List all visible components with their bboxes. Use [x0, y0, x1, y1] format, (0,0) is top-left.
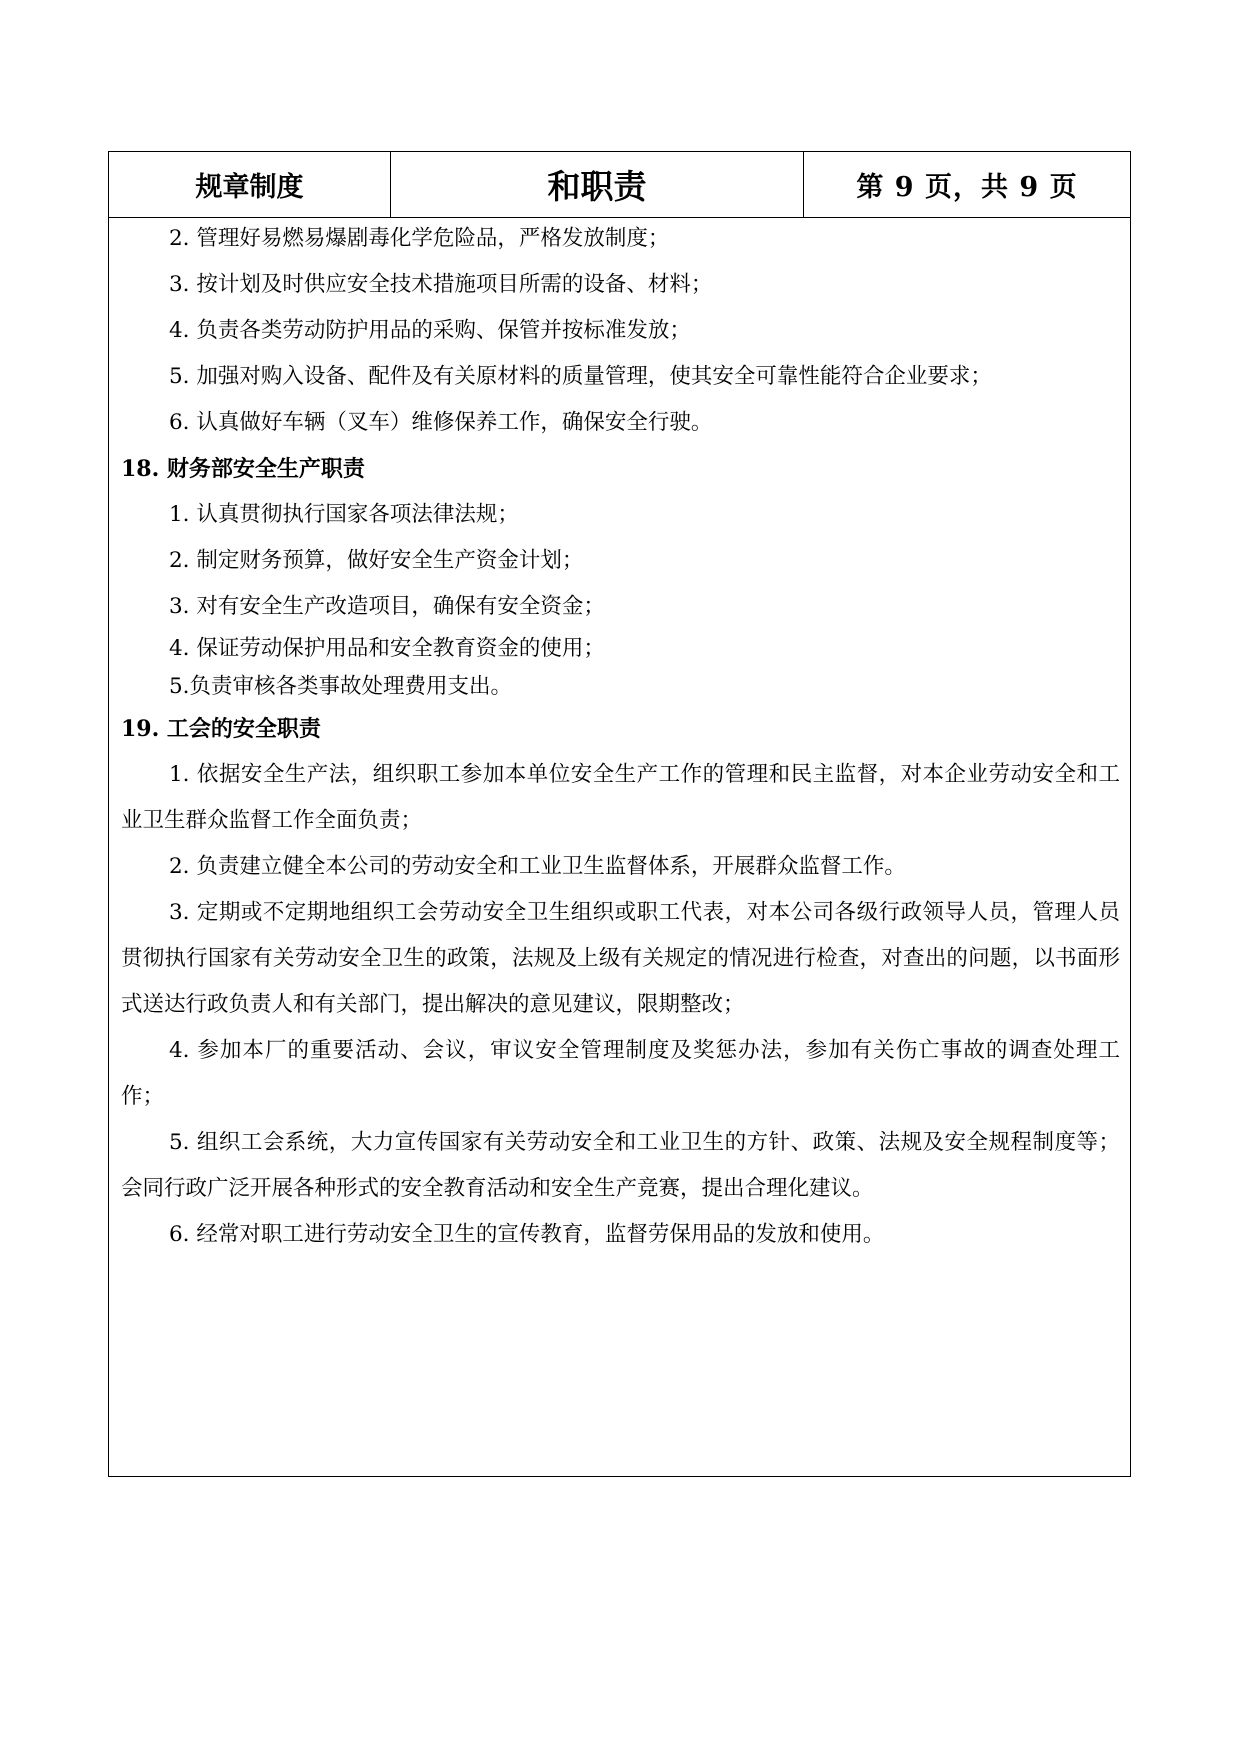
paragraph: 5. 组织工会系统，大力宣传国家有关劳动安全和工业卫生的方针、政策、法规及安全规程制度等；会同行政广泛开展各种形式的安全教育活动和安全生产竞赛，提出合理化建议。 [121, 1130, 1120, 1201]
paragraph: 3. 定期或不定期地组织工会劳动安全卫生组织或职工代表，对本公司各级行政领导人员，管理人员贯彻执行国家有关劳动安全卫生的政策，法规及上级有关规定的情况进行检查，对查出的问题，以书面形式送达行政负责人和有关部门，提出解决的意见建议，限期整改； [121, 900, 1120, 1017]
list-item: 2. 管理好易燃易爆剧毒化学危险品，严格发放制度； [169, 226, 670, 251]
section-heading-19: 19. 工会的安全职责 [121, 716, 321, 742]
header-title: 和职责 [391, 152, 804, 217]
paragraph: 4. 参加本厂的重要活动、会议，审议安全管理制度及奖惩办法，参加有关伤亡事故的调查处理工作； [121, 1038, 1120, 1109]
document-body [121, 216, 1120, 1258]
list-item: 4. 保证劳动保护用品和安全教育资金的使用； [169, 636, 605, 661]
header-category: 规章制度 [109, 152, 391, 217]
list-item: 5. 加强对购入设备、配件及有关原材料的质量管理，使其安全可靠性能符合企业要求； [169, 364, 992, 389]
list-item: 5.负责审核各类事故处理费用支出。 [169, 674, 513, 699]
list-item: 3. 按计划及时供应安全技术措施项目所需的设备、材料； [169, 272, 713, 297]
paragraph: 1. 依据安全生产法，组织职工参加本单位安全生产工作的管理和民主监督，对本企业劳动安全和工业卫生群众监督工作全面负责； [121, 762, 1120, 833]
header-page-number: 第 9 页，共 9 页 [856, 172, 1078, 203]
document-frame [108, 151, 1131, 1477]
paragraph: 2. 负责建立健全本公司的劳动安全和工业卫生监督体系，开展群众监督工作。 [169, 854, 906, 879]
list-item: 6. 认真做好车辆（叉车）维修保养工作，确保安全行驶。 [169, 410, 713, 435]
list-item: 1. 认真贯彻执行国家各项法律法规； [169, 502, 519, 527]
list-item: 2. 制定财务预算，做好安全生产资金计划； [169, 548, 584, 573]
section-heading-18: 18. 财务部安全生产职责 [121, 456, 365, 482]
list-item: 4. 负责各类劳动防护用品的采购、保管并按标准发放； [169, 318, 691, 343]
header-row [109, 152, 1130, 218]
list-item: 3. 对有安全生产改造项目，确保有安全资金； [169, 594, 605, 619]
paragraph: 6. 经常对职工进行劳动安全卫生的宣传教育，监督劳保用品的发放和使用。 [169, 1222, 885, 1247]
